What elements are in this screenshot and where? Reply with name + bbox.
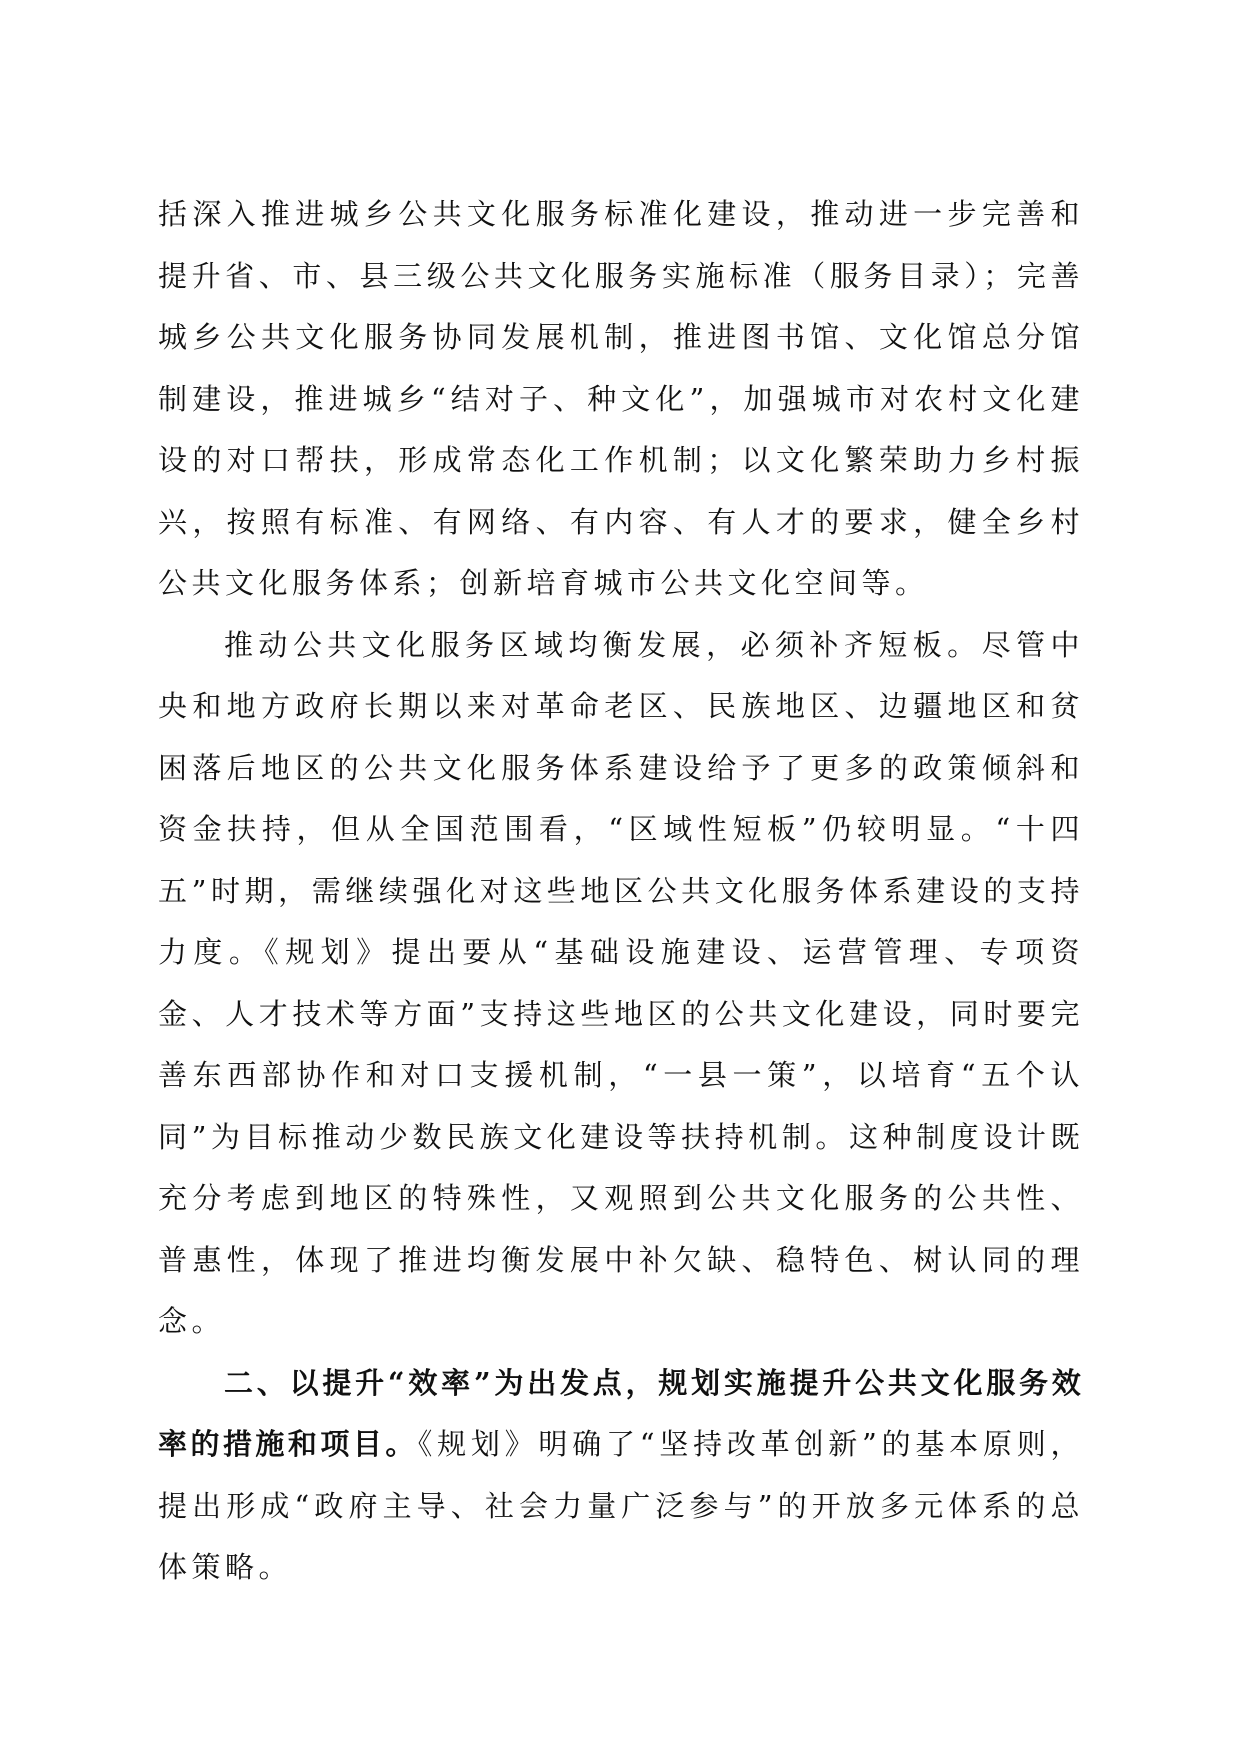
- paragraph-text: 推动公共文化服务区域均衡发展，必须补齐短板。尽管中央和地方政府长期以来对革命老区、民族地区、边疆地区和贫困落后地区的公共文化服务体系建设给予了更多的政策倾斜和资金扶持，但从全国范围看，“区域性短板”仍较明显。“十四五”时期，需继续强化对这些地区公共文化服务体系建设的支持力度。《规划》提出要从“基础设施建设、运营管理、专项资金、人才技术等方面”支持这些地区的公共文化建设，同时要完善东西部协作和对口支援机制，“一县一策”，以培育“五个认同”为目标推动少数民族文化建设等扶持机制。这种制度设计既充分考虑到地区的特殊性，又观照到公共文化服务的公共性、普惠性，体现了推进均衡发展中补欠缺、稳特色、树认同的理念。: [158, 627, 1084, 1338]
- document-body: [158, 184, 1084, 1599]
- paragraph-section-two: [158, 1353, 1084, 1599]
- paragraph-regional-balance: [158, 615, 1084, 1353]
- section-heading-lead: 二、以提升“效率”为出发点，规划实施提升公共文化服务效率的措施和项目。: [158, 1365, 1084, 1461]
- paragraph-continuation: [158, 184, 1084, 615]
- paragraph-text: 括深入推进城乡公共文化服务标准化建设，推动进一步完善和提升省、市、县三级公共文化服务实施标准（服务目录）；完善城乡公共文化服务协同发展机制，推进图书馆、文化馆总分馆制建设，推进城乡“结对子、种文化”，加强城市对农村文化建设的对口帮扶，形成常态化工作机制；以文化繁荣助力乡村振兴，按照有标准、有网络、有内容、有人才的要求，健全乡村公共文化服务体系；创新培育城市公共文化空间等。: [158, 197, 1084, 600]
- paragraph-text: 《规划》明确了“坚持改革创新”的基本原则，提出形成“政府主导、社会力量广泛参与”的开放多元体系的总体策略。: [158, 1427, 1084, 1584]
